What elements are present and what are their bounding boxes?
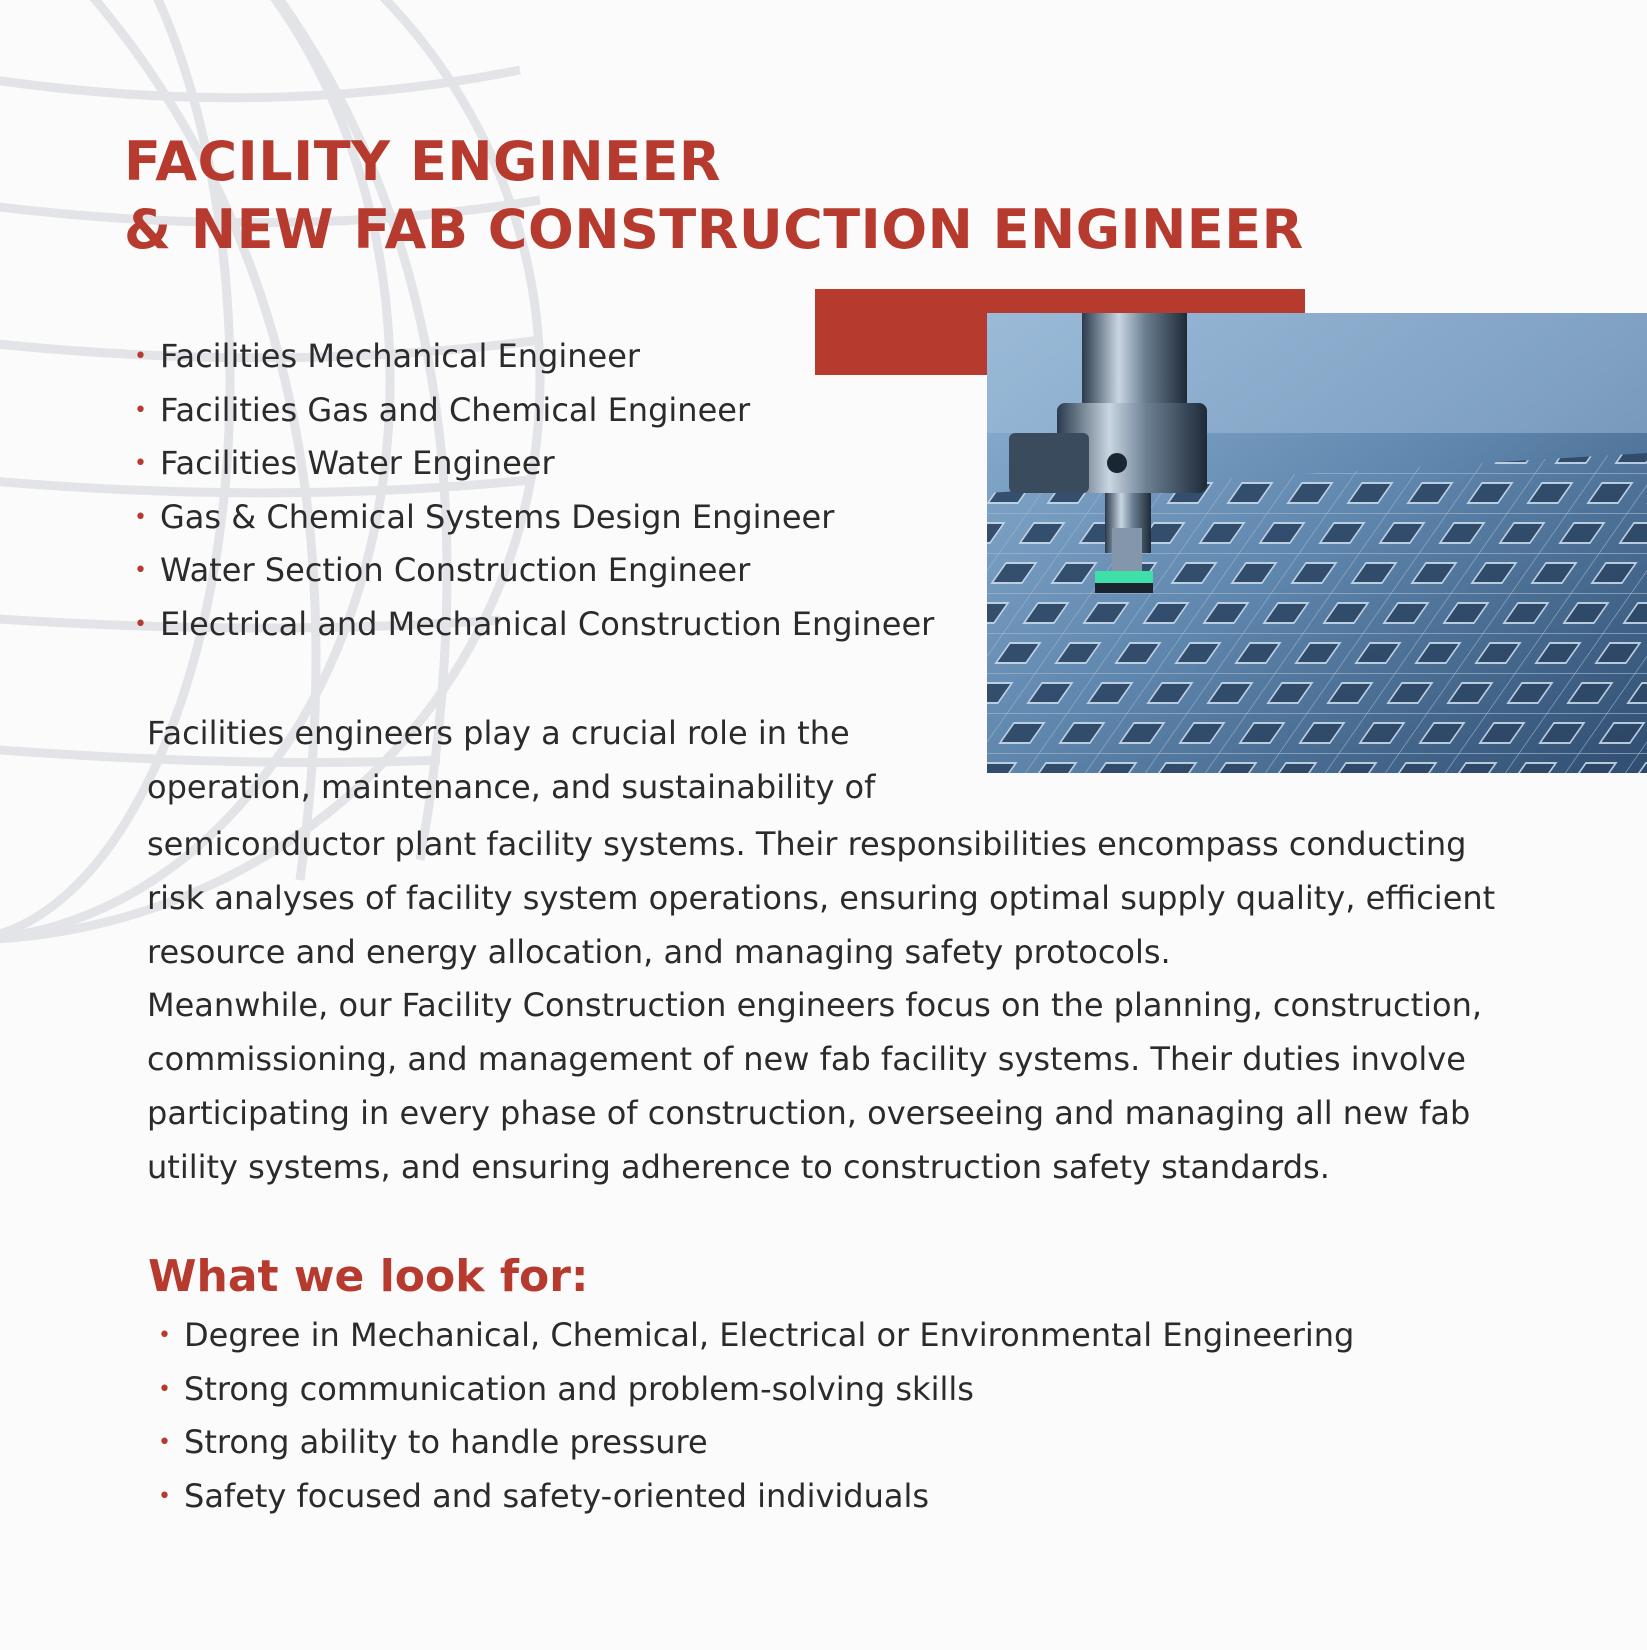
list-item: • Gas & Chemical Systems Design Engineer [134, 491, 934, 545]
description-line: operation, maintenance, and sustainability of [147, 767, 876, 806]
title-line-1: FACILITY ENGINEER [124, 130, 721, 193]
list-item: • Strong communication and problem-solving skills [158, 1363, 1354, 1417]
list-item: • Degree in Mechanical, Chemical, Electrical or Environmental Engineering [158, 1309, 1354, 1363]
bullet-icon: • [158, 1430, 171, 1455]
description-line: resource and energy allocation, and managing safety protocols. [147, 932, 1171, 971]
description-line: Facilities engineers play a crucial role in the [147, 714, 850, 752]
title-line-2: & NEW FAB CONSTRUCTION ENGINEER [124, 198, 1304, 261]
list-item: • Facilities Mechanical Engineer [134, 330, 934, 384]
list-item: • Safety focused and safety-oriented individuals [158, 1470, 1354, 1524]
list-item: • Water Section Construction Engineer [134, 544, 934, 598]
description-line: semiconductor plant facility systems. Their responsibilities encompass conducting [147, 825, 1467, 863]
description-line: commissioning, and management of new fab facility systems. Their duties involve [147, 1040, 1466, 1079]
bullet-icon: • [134, 451, 147, 476]
bullet-icon: • [158, 1483, 171, 1509]
description-intro [147, 707, 875, 815]
bullet-icon: • [134, 611, 147, 637]
bullet-icon: • [134, 504, 147, 530]
description-line: utility systems, and ensuring adherence to construction safety standards. [147, 1147, 1330, 1186]
bullet-icon: • [134, 397, 147, 423]
bullet-icon: • [158, 1323, 171, 1348]
page-title [124, 128, 1304, 264]
bullet-icon: • [134, 558, 147, 583]
list-item: • Strong ability to handle pressure [158, 1416, 1354, 1470]
description-line: participating in every phase of construction, overseeing and managing all new fab [147, 1093, 1471, 1132]
requirements-heading: What we look for: [148, 1251, 589, 1302]
requirements-list [158, 1309, 1354, 1523]
role-list [134, 330, 934, 651]
list-item: • Facilities Gas and Chemical Engineer [134, 384, 934, 438]
description-line: risk analyses of facility system operations, ensuring optimal supply quality, efficient [147, 878, 1496, 917]
description-line: Meanwhile, our Facility Construction engineers focus on the planning, construction, [147, 986, 1483, 1025]
description-body [147, 818, 1495, 1195]
semiconductor-machine-photo [987, 313, 1647, 773]
list-item: • Facilities Water Engineer [134, 437, 934, 491]
bullet-icon: • [158, 1376, 171, 1402]
bullet-icon: • [134, 344, 147, 369]
list-item: • Electrical and Mechanical Construction Engineer [134, 598, 934, 652]
